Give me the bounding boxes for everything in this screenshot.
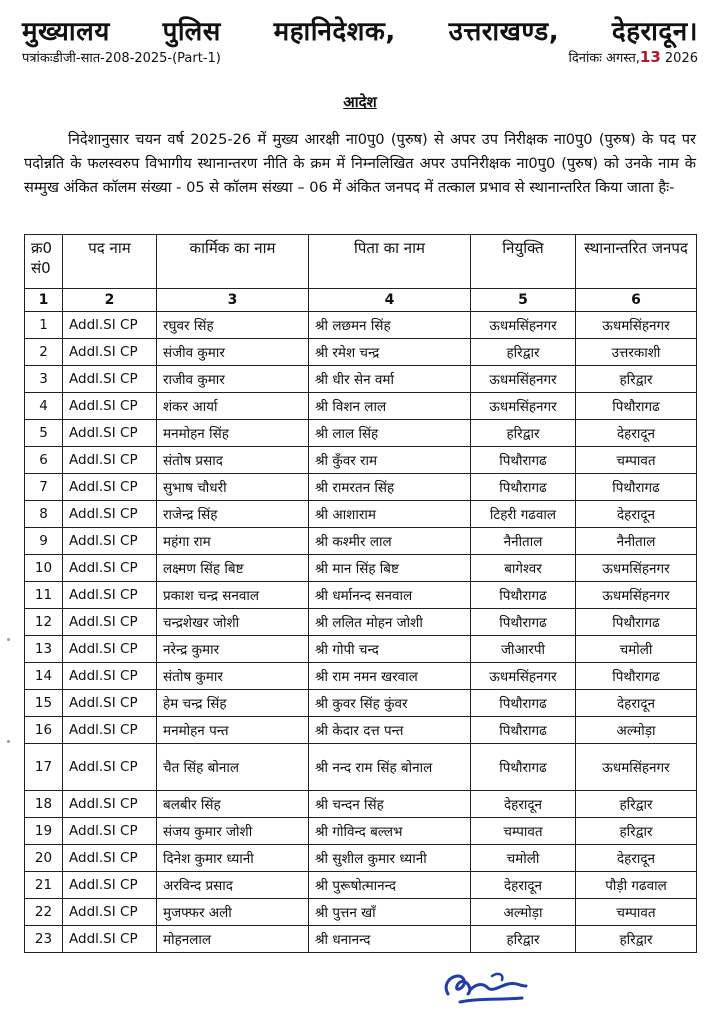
letterhead-word: मुख्यालय [22,17,110,47]
cell-serial: 3 [25,366,63,393]
cell-name: संतोष प्रसाद [157,447,309,474]
letterhead-word: महानिदेशक, [273,17,396,47]
column-number: 4 [309,289,471,312]
cell-serial: 17 [25,744,63,791]
table-row [25,926,697,953]
cell-post: Addl.SI CP [63,555,157,582]
cell-posting: बागेश्वर [471,555,576,582]
cell-father: श्री धीर सेन वर्मा [309,366,471,393]
cell-father: श्री पुत्तन खाँ [309,899,471,926]
cell-post: Addl.SI CP [63,636,157,663]
cell-father: श्री केदार दत्त पन्त [309,717,471,744]
cell-serial: 13 [25,636,63,663]
cell-post: Addl.SI CP [63,872,157,899]
date-prefix: दिनांकः अगस्त, [568,51,640,66]
table-row [25,393,697,420]
cell-name: राजीव कुमार [157,366,309,393]
table-body [25,312,697,953]
table-row [25,791,697,818]
cell-posting: पिथौरागढ [471,447,576,474]
cell-serial: 23 [25,926,63,953]
header-destination: स्थानान्तरित जनपद [576,235,697,289]
table-row [25,663,697,690]
cell-name: रघुवर सिंह [157,312,309,339]
cell-father: श्री कुवर सिंह कुंवर [309,690,471,717]
order-date [568,48,698,66]
cell-post: Addl.SI CP [63,690,157,717]
scan-speck [7,740,10,743]
cell-father: श्री ललित मोहन जोशी [309,609,471,636]
cell-father: श्री गोपी चन्द [309,636,471,663]
order-title-text: आदेश [343,93,377,111]
transfer-table [24,234,697,953]
cell-destination: हरिद्वार [576,791,697,818]
cell-father: श्री लछमन सिंह [309,312,471,339]
cell-serial: 20 [25,845,63,872]
cell-destination: ऊधमसिंहनगर [576,555,697,582]
date-year: 2026 [660,51,698,66]
cell-post: Addl.SI CP [63,744,157,791]
cell-destination: देहरादून [576,420,697,447]
cell-destination: देहरादून [576,690,697,717]
cell-posting: हरिद्वार [471,926,576,953]
cell-name: शंकर आर्या [157,393,309,420]
cell-destination: चम्पावत [576,447,697,474]
cell-posting: हरिद्वार [471,339,576,366]
column-number: 3 [157,289,309,312]
cell-name: मनमोहन सिंह [157,420,309,447]
table-row [25,582,697,609]
cell-name: प्रकाश चन्द्र सनवाल [157,582,309,609]
table-row [25,717,697,744]
cell-name: संजय कुमार जोशी [157,818,309,845]
cell-destination: पौड़ी गढवाल [576,872,697,899]
cell-serial: 21 [25,872,63,899]
cell-serial: 11 [25,582,63,609]
cell-name: चैत सिंह बोनाल [157,744,309,791]
cell-father: श्री आशाराम [309,501,471,528]
cell-posting: चमोली [471,845,576,872]
table-row [25,528,697,555]
cell-name: सुभाष चौधरी [157,474,309,501]
cell-name: अरविन्द प्रसाद [157,872,309,899]
cell-father: श्री कुँवर राम [309,447,471,474]
cell-post: Addl.SI CP [63,420,157,447]
table-row [25,474,697,501]
cell-destination: चमोली [576,636,697,663]
header-post: पद नाम [63,235,157,289]
cell-serial: 22 [25,899,63,926]
cell-serial: 18 [25,791,63,818]
cell-posting: पिथौरागढ [471,690,576,717]
table-row [25,366,697,393]
cell-post: Addl.SI CP [63,393,157,420]
table-row [25,636,697,663]
table-row [25,818,697,845]
cell-posting: देहरादून [471,791,576,818]
cell-post: Addl.SI CP [63,663,157,690]
cell-name: मुजफ्फर अली [157,899,309,926]
cell-father: श्री लाल सिंह [309,420,471,447]
cell-father: श्री चन्दन सिंह [309,791,471,818]
cell-father: श्री नन्द राम सिंह बोनाल [309,744,471,791]
cell-posting: नैनीताल [471,528,576,555]
cell-name: राजेन्द्र सिंह [157,501,309,528]
cell-posting: ऊधमसिंहनगर [471,663,576,690]
reference-number: पत्रांकःडीजी-सात-208-2025-(Part-1) [22,51,221,66]
cell-name: लक्ष्मण सिंह बिष्ट [157,555,309,582]
cell-name: संजीव कुमार [157,339,309,366]
cell-destination: चम्पावत [576,899,697,926]
cell-posting: पिथौरागढ [471,582,576,609]
letterhead-word: उत्तराखण्ड, [448,17,560,47]
cell-father: श्री धनानन्द [309,926,471,953]
cell-father: श्री रमेश चन्द्र [309,339,471,366]
cell-posting: पिथौरागढ [471,474,576,501]
cell-post: Addl.SI CP [63,447,157,474]
column-number: 1 [25,289,63,312]
cell-post: Addl.SI CP [63,312,157,339]
cell-post: Addl.SI CP [63,845,157,872]
cell-post: Addl.SI CP [63,717,157,744]
cell-post: Addl.SI CP [63,339,157,366]
table-row [25,420,697,447]
header-posting: नियुक्ति [471,235,576,289]
table-row [25,899,697,926]
cell-name: बलबीर सिंह [157,791,309,818]
cell-serial: 5 [25,420,63,447]
table-row [25,690,697,717]
cell-father: श्री रामरतन सिंह [309,474,471,501]
table-row [25,447,697,474]
cell-father: श्री कश्मीर लाल [309,528,471,555]
cell-destination: देहरादून [576,501,697,528]
cell-serial: 19 [25,818,63,845]
cell-name: चन्द्रशेखर जोशी [157,609,309,636]
cell-serial: 6 [25,447,63,474]
cell-destination: पिथौरागढ [576,663,697,690]
cell-post: Addl.SI CP [63,791,157,818]
cell-destination: ऊधमसिंहनगर [576,582,697,609]
cell-name: दिनेश कुमार ध्यानी [157,845,309,872]
cell-post: Addl.SI CP [63,366,157,393]
order-title [0,92,720,112]
table-row [25,744,697,791]
letterhead-word: पुलिस [162,17,221,47]
cell-destination: अल्मोड़ा [576,717,697,744]
cell-name: संतोष कुमार [157,663,309,690]
cell-father: श्री धर्मानन्द सनवाल [309,582,471,609]
cell-destination: पिथौरागढ [576,474,697,501]
cell-destination: ऊधमसिंहनगर [576,744,697,791]
cell-destination: हरिद्वार [576,926,697,953]
cell-posting: देहरादून [471,872,576,899]
cell-posting: ऊधमसिंहनगर [471,366,576,393]
cell-serial: 12 [25,609,63,636]
cell-post: Addl.SI CP [63,474,157,501]
cell-father: श्री राम नमन खरवाल [309,663,471,690]
column-number: 6 [576,289,697,312]
cell-father: श्री मान सिंह बिष्ट [309,555,471,582]
cell-post: Addl.SI CP [63,926,157,953]
cell-destination: देहरादून [576,845,697,872]
table-row [25,872,697,899]
cell-posting: टिहरी गढवाल [471,501,576,528]
cell-serial: 2 [25,339,63,366]
cell-serial: 16 [25,717,63,744]
cell-destination: ऊधमसिंहनगर [576,312,697,339]
cell-serial: 14 [25,663,63,690]
date-day: 13 [639,48,661,66]
cell-father: श्री गोविन्द बल्लभ [309,818,471,845]
signature [430,964,570,1010]
table-row [25,845,697,872]
cell-post: Addl.SI CP [63,501,157,528]
cell-destination: पिथौरागढ [576,609,697,636]
cell-father: श्री सुशील कुमार ध्यानी [309,845,471,872]
cell-name: हेम चन्द्र सिंह [157,690,309,717]
cell-serial: 15 [25,690,63,717]
cell-name: नरेन्द्र कुमार [157,636,309,663]
table-row [25,312,697,339]
cell-posting: चम्पावत [471,818,576,845]
cell-serial: 9 [25,528,63,555]
cell-post: Addl.SI CP [63,899,157,926]
cell-father: श्री पुरूषोत्मानन्द [309,872,471,899]
cell-destination: उत्तरकाशी [576,339,697,366]
cell-posting: अल्मोड़ा [471,899,576,926]
cell-posting: ऊधमसिंहनगर [471,393,576,420]
cell-post: Addl.SI CP [63,528,157,555]
cell-name: महंगा राम [157,528,309,555]
header-father: पिता का नाम [309,235,471,289]
cell-posting: पिथौरागढ [471,609,576,636]
cell-destination: पिथौरागढ [576,393,697,420]
cell-posting: जीआरपी [471,636,576,663]
cell-destination: हरिद्वार [576,366,697,393]
cell-post: Addl.SI CP [63,818,157,845]
column-number-row [25,289,697,312]
cell-name: मनमोहन पन्त [157,717,309,744]
table-row [25,339,697,366]
header-serial: क्र0 सं0 [25,235,63,289]
cell-posting: पिथौरागढ [471,717,576,744]
cell-posting: पिथौरागढ [471,744,576,791]
cell-serial: 4 [25,393,63,420]
cell-destination: हरिद्वार [576,818,697,845]
scan-speck [7,638,10,641]
cell-destination: नैनीताल [576,528,697,555]
letterhead [22,12,698,48]
column-number: 5 [471,289,576,312]
cell-post: Addl.SI CP [63,582,157,609]
column-number: 2 [63,289,157,312]
table-row [25,501,697,528]
cell-serial: 8 [25,501,63,528]
table-header-row [25,235,697,289]
table-row [25,555,697,582]
cell-post: Addl.SI CP [63,609,157,636]
letterhead-word: देहरादून। [611,17,698,47]
header-name: कार्मिक का नाम [157,235,309,289]
cell-serial: 7 [25,474,63,501]
cell-father: श्री विशन लाल [309,393,471,420]
cell-serial: 1 [25,312,63,339]
order-paragraph: निदेशानुसार चयन वर्ष 2025-26 में मुख्य आरक्षी ना0पु0 (पुरुष) से अपर उप निरीक्षक ना0पु0 (पुरुष) के पद पर पदोन्नति के फलस्वरुप विभागीय स्थानान्तरण नीति के क्रम में निम्नलिखित अपर उपनिरीक्षक ना0पु0 (पुरुष) को उनके नाम के सम्मुख अंकित कॉलम संख्या - 05 से कॉलम संख्या – 06 में अंकित जनपद में तत्काल प्रभाव से स्थानान्तरित किया जाता हैः- [24,131,696,196]
table-row [25,609,697,636]
cell-posting: हरिद्वार [471,420,576,447]
reference-line [22,48,698,66]
cell-name: मोहनलाल [157,926,309,953]
cell-posting: ऊधमसिंहनगर [471,312,576,339]
cell-serial: 10 [25,555,63,582]
